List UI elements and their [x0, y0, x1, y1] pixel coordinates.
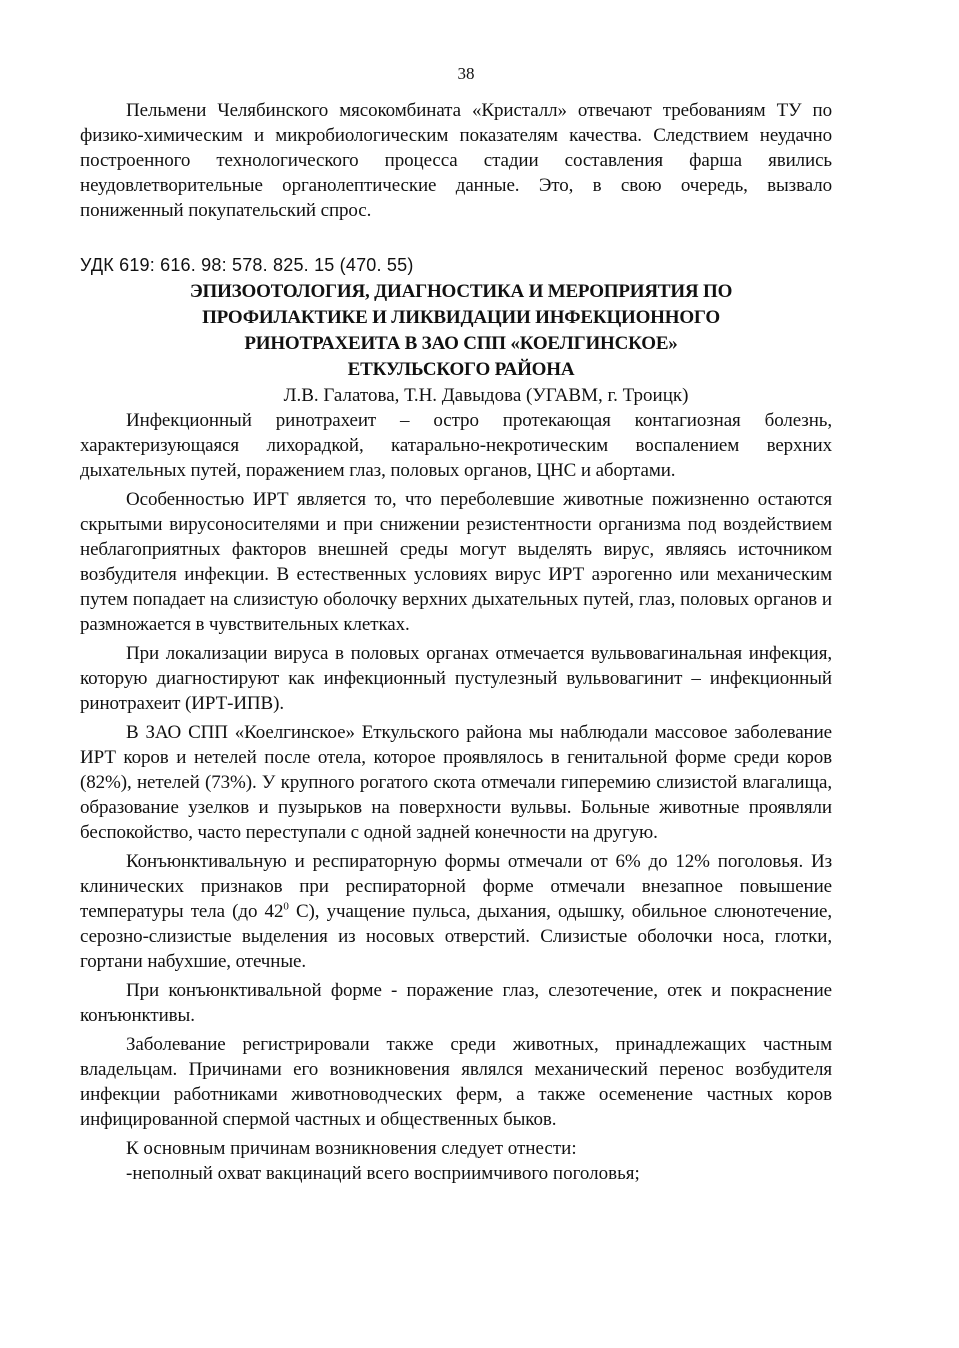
page	[80, 64, 832, 1186]
body-paragraph-temperature	[80, 849, 832, 974]
body-paragraph: В ЗАО СПП «Коелгинское» Еткульского района мы наблюдали массовое заболевание ИРТ коров и нетелей после отела, которое проявлялось в генитальной форме среди коров (82%), нетелей (73%). У крупного рогатого скота отмечали гиперемию слизистой влагалища, образование узелков и пузырьков на поверхности вульвы. Больные животные проявляли беспокойство, часто переступали с одной задней конечности на другую.	[80, 722, 832, 843]
temperature-text-before: Конъюнктивальную и респираторную формы отмечали от 6% до 12% поголовья. Из клинических признаков при респираторной форме отмечали внезапное повышение температуры тела (до 42	[80, 851, 832, 922]
title-line: ЕТКУЛЬСКОГО РАЙОНА	[347, 359, 575, 380]
degree-superscript: 0	[283, 900, 289, 913]
page-number: 38	[457, 64, 475, 83]
body-paragraph: При локализации вируса в половых органах отмечается вульвовагинальная инфекция, которую диагностируют как инфекционный пустулезный вульвовагинит – инфекционный ринотрахеит (ИРТ-ИПВ).	[80, 643, 832, 714]
list-item: -неполный охват вакцинаций всего восприимчивого поголовья;	[126, 1163, 640, 1184]
body-paragraph: Заболевание регистрировали также среди животных, принадлежащих частным владельцам. Причинами его возникновения являлся механический перенос возбудителя инфекции работниками животноводческих ферм, а также осеменение частных коров инфицированной спермой частных и общественных быков.	[80, 1034, 832, 1130]
title-line: ЭПИЗООТОЛОГИЯ, ДИАГНОСТИКА И МЕРОПРИЯТИЯ ПО	[189, 281, 733, 302]
udk-code: УДК 619: 616. 98: 578. 825. 15 (470. 55)	[80, 255, 414, 275]
authors: Л.В. Галатова, Т.Н. Давыдова (УГАВМ, г. Троицк)	[283, 385, 689, 406]
body-paragraph: Инфекционный ринотрахеит – остро протекающая контагиозная болезнь, характеризующаяся лихорадкой, катарально-некротическим воспалением верхних дыхательных путей, поражением глаз, половых органов, ЦНС и абортами.	[80, 410, 832, 481]
list-intro: К основным причинам возникновения следует отнести:	[126, 1138, 577, 1159]
title-line: РИНОТРАХЕИТА В ЗАО СПП «КОЕЛГИНСКОЕ»	[244, 333, 678, 354]
body-paragraph: При конъюнктивальной форме - поражение глаз, слезотечение, отек и покраснение конъюнктивы.	[80, 980, 832, 1026]
body-paragraph: Особенностью ИРТ является то, что переболевшие животные пожизненно остаются скрытыми вирусоносителями и при снижении резистентности организма под воздействием неблагоприятных факторов внешней среды могут выделять вирус, являясь источником возбудителя инфекции. В естественных условиях вирус ИРТ аэрогенно или механическим путем попадает на слизистую оболочку верхних дыхательных путей, глаз, половых органов и размножается в чувствительных клетках.	[80, 489, 832, 635]
title-line: ПРОФИЛАКТИКЕ И ЛИКВИДАЦИИ ИНФЕКЦИОННОГО	[202, 307, 720, 328]
temperature-text-after: С), учащение пульса, дыхания, одышку, обильное слюнотечение, серозно-слизистые выделения из носовых отверстий. Слизистые оболочки носа, глотки, гортани набухшие, отечные.	[80, 901, 832, 972]
intro-paragraph: Пельмени Челябинского мясокомбината «Кристалл» отвечают требованиям ТУ по физико-химическим и микробиологическим показателям качества. Следствием неудачно построенного технологического процесса стадии составления фарша явились неудовлетворительные органолептические данные. Это, в свою очередь, вызвало пониженный покупательский спрос.	[80, 100, 832, 221]
article-title	[110, 279, 812, 383]
